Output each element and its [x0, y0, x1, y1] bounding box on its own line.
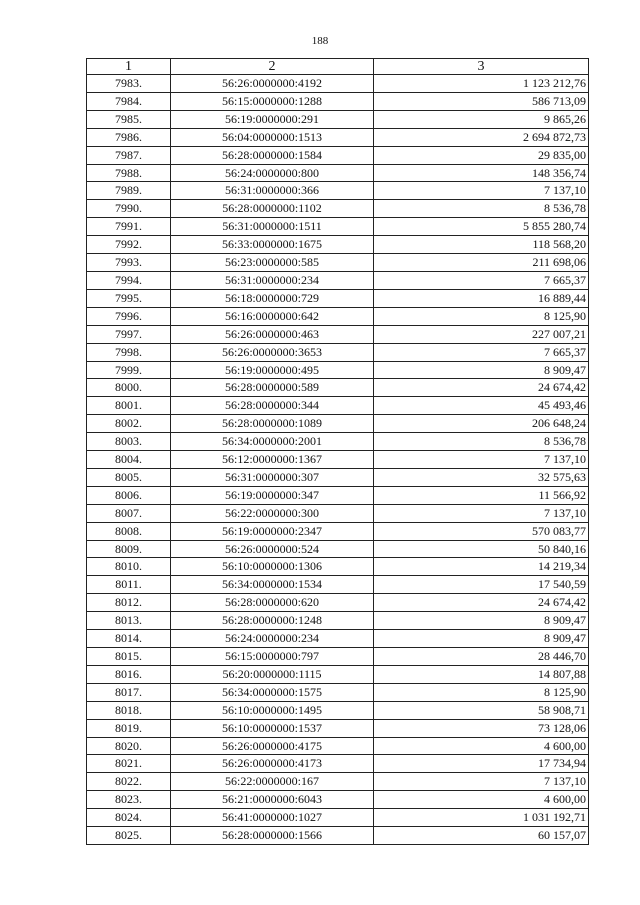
- table-row: [87, 271, 589, 289]
- value-cell: 206 648,24: [374, 415, 589, 433]
- cadastral-number-cell: 56:26:0000000:4173: [171, 755, 374, 773]
- row-number-cell: 8008.: [87, 522, 171, 540]
- row-number-cell: 7989.: [87, 182, 171, 200]
- row-number-cell: 8010.: [87, 558, 171, 576]
- value-cell: 24 674,42: [374, 594, 589, 612]
- value-cell: 14 807,88: [374, 665, 589, 683]
- row-number-cell: 7992.: [87, 236, 171, 254]
- value-cell: 7 137,10: [374, 182, 589, 200]
- cadastral-number-cell: 56:34:0000000:2001: [171, 433, 374, 451]
- cadastral-number-cell: 56:10:0000000:1495: [171, 701, 374, 719]
- cadastral-number-cell: 56:19:0000000:291: [171, 110, 374, 128]
- value-cell: 60 157,07: [374, 827, 589, 845]
- value-cell: 24 674,42: [374, 379, 589, 397]
- cadastral-number-cell: 56:24:0000000:800: [171, 164, 374, 182]
- value-cell: 570 083,77: [374, 522, 589, 540]
- cadastral-number-cell: 56:19:0000000:347: [171, 486, 374, 504]
- row-number-cell: 8005.: [87, 468, 171, 486]
- value-cell: 7 137,10: [374, 451, 589, 469]
- value-cell: 45 493,46: [374, 397, 589, 415]
- table-row: [87, 648, 589, 666]
- row-number-cell: 8012.: [87, 594, 171, 612]
- row-number-cell: 7994.: [87, 271, 171, 289]
- table-row: [87, 504, 589, 522]
- row-number-cell: 8024.: [87, 809, 171, 827]
- row-number-cell: 8002.: [87, 415, 171, 433]
- row-number-cell: 7996.: [87, 307, 171, 325]
- cadastral-number-cell: 56:28:0000000:1102: [171, 200, 374, 218]
- row-number-cell: 8009.: [87, 540, 171, 558]
- row-number-cell: 7995.: [87, 289, 171, 307]
- cadastral-number-cell: 56:10:0000000:1306: [171, 558, 374, 576]
- cadastral-number-cell: 56:31:0000000:234: [171, 271, 374, 289]
- row-number-cell: 8015.: [87, 648, 171, 666]
- table-row: [87, 128, 589, 146]
- table-row: [87, 289, 589, 307]
- value-cell: 2 694 872,73: [374, 128, 589, 146]
- table-row: [87, 379, 589, 397]
- value-cell: 1 123 212,76: [374, 75, 589, 93]
- value-cell: 7 137,10: [374, 504, 589, 522]
- table-row: [87, 683, 589, 701]
- cadastral-number-cell: 56:22:0000000:167: [171, 773, 374, 791]
- value-cell: 8 125,90: [374, 307, 589, 325]
- cadastral-number-cell: 56:26:0000000:4192: [171, 75, 374, 93]
- row-number-cell: 7999.: [87, 361, 171, 379]
- row-number-cell: 8003.: [87, 433, 171, 451]
- cadastral-number-cell: 56:31:0000000:1511: [171, 218, 374, 236]
- value-cell: 16 889,44: [374, 289, 589, 307]
- row-number-cell: 7987.: [87, 146, 171, 164]
- value-cell: 118 568,20: [374, 236, 589, 254]
- value-cell: 227 007,21: [374, 325, 589, 343]
- row-number-cell: 8007.: [87, 504, 171, 522]
- column-header-1: 1: [87, 59, 171, 75]
- cadastral-number-cell: 56:22:0000000:300: [171, 504, 374, 522]
- table-row: [87, 630, 589, 648]
- table-row: [87, 146, 589, 164]
- table-row: [87, 737, 589, 755]
- table-row: [87, 719, 589, 737]
- cadastral-number-cell: 56:12:0000000:1367: [171, 451, 374, 469]
- row-number-cell: 7990.: [87, 200, 171, 218]
- table-row: [87, 110, 589, 128]
- cadastral-number-cell: 56:24:0000000:234: [171, 630, 374, 648]
- table-row: [87, 755, 589, 773]
- value-cell: 586 713,09: [374, 92, 589, 110]
- row-number-cell: 7997.: [87, 325, 171, 343]
- cadastral-number-cell: 56:28:0000000:344: [171, 397, 374, 415]
- row-number-cell: 8001.: [87, 397, 171, 415]
- cadastral-number-cell: 56:28:0000000:1566: [171, 827, 374, 845]
- value-cell: 14 219,34: [374, 558, 589, 576]
- row-number-cell: 8021.: [87, 755, 171, 773]
- value-cell: 7 665,37: [374, 343, 589, 361]
- table-row: [87, 325, 589, 343]
- table-row: [87, 164, 589, 182]
- value-cell: 1 031 192,71: [374, 809, 589, 827]
- value-cell: 17 734,94: [374, 755, 589, 773]
- row-number-cell: 8006.: [87, 486, 171, 504]
- table-row: [87, 576, 589, 594]
- cadastral-number-cell: 56:26:0000000:3653: [171, 343, 374, 361]
- value-cell: 9 865,26: [374, 110, 589, 128]
- cadastral-number-cell: 56:23:0000000:585: [171, 254, 374, 272]
- row-number-cell: 7983.: [87, 75, 171, 93]
- value-cell: 29 835,00: [374, 146, 589, 164]
- table-row: [87, 75, 589, 93]
- cadastral-number-cell: 56:19:0000000:495: [171, 361, 374, 379]
- table-row: [87, 612, 589, 630]
- row-number-cell: 7993.: [87, 254, 171, 272]
- cadastral-number-cell: 56:31:0000000:307: [171, 468, 374, 486]
- row-number-cell: 7991.: [87, 218, 171, 236]
- value-cell: 28 446,70: [374, 648, 589, 666]
- table-row: [87, 522, 589, 540]
- table-row: [87, 397, 589, 415]
- table-row: [87, 540, 589, 558]
- table-row: [87, 558, 589, 576]
- value-cell: 8 536,78: [374, 433, 589, 451]
- table-row: [87, 665, 589, 683]
- table-row: [87, 791, 589, 809]
- table-row: [87, 433, 589, 451]
- cadastral-number-cell: 56:26:0000000:463: [171, 325, 374, 343]
- cadastral-number-cell: 56:28:0000000:589: [171, 379, 374, 397]
- cadastral-number-cell: 56:28:0000000:1584: [171, 146, 374, 164]
- cadastral-number-cell: 56:21:0000000:6043: [171, 791, 374, 809]
- value-cell: 5 855 280,74: [374, 218, 589, 236]
- row-number-cell: 8022.: [87, 773, 171, 791]
- row-number-cell: 8013.: [87, 612, 171, 630]
- row-number-cell: 7988.: [87, 164, 171, 182]
- row-number-cell: 8020.: [87, 737, 171, 755]
- table-row: [87, 307, 589, 325]
- table-row: [87, 200, 589, 218]
- table-row: [87, 701, 589, 719]
- registry-table: [86, 58, 589, 845]
- cadastral-number-cell: 56:10:0000000:1537: [171, 719, 374, 737]
- table-row: [87, 236, 589, 254]
- cadastral-number-cell: 56:20:0000000:1115: [171, 665, 374, 683]
- table-body: [87, 75, 589, 845]
- row-number-cell: 8011.: [87, 576, 171, 594]
- table-row: [87, 486, 589, 504]
- table-row: [87, 254, 589, 272]
- row-number-cell: 7998.: [87, 343, 171, 361]
- table-row: [87, 594, 589, 612]
- value-cell: 8 909,47: [374, 361, 589, 379]
- value-cell: 4 600,00: [374, 791, 589, 809]
- table-row: [87, 809, 589, 827]
- value-cell: 17 540,59: [374, 576, 589, 594]
- value-cell: 58 908,71: [374, 701, 589, 719]
- table-row: [87, 773, 589, 791]
- value-cell: 8 909,47: [374, 630, 589, 648]
- cadastral-number-cell: 56:19:0000000:2347: [171, 522, 374, 540]
- value-cell: 8 536,78: [374, 200, 589, 218]
- column-header-3: 3: [374, 59, 589, 75]
- value-cell: 32 575,63: [374, 468, 589, 486]
- table-row: [87, 468, 589, 486]
- value-cell: 11 566,92: [374, 486, 589, 504]
- row-number-cell: 8025.: [87, 827, 171, 845]
- row-number-cell: 8023.: [87, 791, 171, 809]
- cadastral-number-cell: 56:15:0000000:797: [171, 648, 374, 666]
- cadastral-number-cell: 56:16:0000000:642: [171, 307, 374, 325]
- row-number-cell: 8018.: [87, 701, 171, 719]
- table-row: [87, 451, 589, 469]
- cadastral-number-cell: 56:28:0000000:620: [171, 594, 374, 612]
- cadastral-number-cell: 56:28:0000000:1089: [171, 415, 374, 433]
- row-number-cell: 7986.: [87, 128, 171, 146]
- value-cell: 50 840,16: [374, 540, 589, 558]
- value-cell: 73 128,06: [374, 719, 589, 737]
- row-number-cell: 8000.: [87, 379, 171, 397]
- cadastral-number-cell: 56:41:0000000:1027: [171, 809, 374, 827]
- cadastral-number-cell: 56:31:0000000:366: [171, 182, 374, 200]
- value-cell: 7 665,37: [374, 271, 589, 289]
- cadastral-number-cell: 56:33:0000000:1675: [171, 236, 374, 254]
- table-row: [87, 361, 589, 379]
- cadastral-number-cell: 56:34:0000000:1575: [171, 683, 374, 701]
- table-row: [87, 92, 589, 110]
- cadastral-number-cell: 56:18:0000000:729: [171, 289, 374, 307]
- cadastral-number-cell: 56:26:0000000:524: [171, 540, 374, 558]
- value-cell: 4 600,00: [374, 737, 589, 755]
- cadastral-number-cell: 56:34:0000000:1534: [171, 576, 374, 594]
- row-number-cell: 7985.: [87, 110, 171, 128]
- value-cell: 8 125,90: [374, 683, 589, 701]
- value-cell: 8 909,47: [374, 612, 589, 630]
- row-number-cell: 8004.: [87, 451, 171, 469]
- table-row: [87, 343, 589, 361]
- row-number-cell: 8017.: [87, 683, 171, 701]
- table-header-row: [87, 59, 589, 75]
- page-number: 188: [311, 35, 329, 47]
- cadastral-number-cell: 56:15:0000000:1288: [171, 92, 374, 110]
- table-row: [87, 218, 589, 236]
- row-number-cell: 8019.: [87, 719, 171, 737]
- value-cell: 148 356,74: [374, 164, 589, 182]
- cadastral-number-cell: 56:04:0000000:1513: [171, 128, 374, 146]
- value-cell: 7 137,10: [374, 773, 589, 791]
- table-row: [87, 182, 589, 200]
- cadastral-number-cell: 56:26:0000000:4175: [171, 737, 374, 755]
- table-row: [87, 827, 589, 845]
- row-number-cell: 8016.: [87, 665, 171, 683]
- row-number-cell: 8014.: [87, 630, 171, 648]
- value-cell: 211 698,06: [374, 254, 589, 272]
- column-header-2: 2: [171, 59, 374, 75]
- row-number-cell: 7984.: [87, 92, 171, 110]
- cadastral-number-cell: 56:28:0000000:1248: [171, 612, 374, 630]
- table-row: [87, 415, 589, 433]
